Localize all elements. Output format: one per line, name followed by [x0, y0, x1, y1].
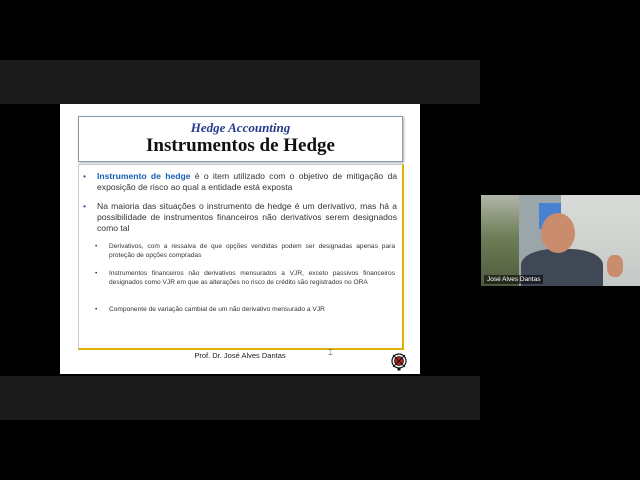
bullet-dot-icon: •: [83, 201, 87, 211]
participant-name-label: José Alves Dantas: [484, 275, 543, 284]
corinthians-logo-icon: [390, 352, 408, 372]
sub-bullet-1: [95, 242, 395, 260]
sub-bullet-dot-icon: •: [95, 270, 98, 277]
sub-bullet-1-text: Derivativos, com a ressalva de que opções vendidas podem ser designadas apenas para proteção de opções compradas: [109, 243, 395, 259]
slide-footer: Prof. Dr. José Alves Dantas: [194, 351, 286, 360]
sub-bullet-3: [95, 305, 395, 314]
sub-bullet-dot-icon: •: [95, 306, 98, 313]
sub-bullet-dot-icon: •: [95, 243, 98, 250]
slide-title-box: [78, 116, 403, 162]
letterbox-top: [0, 60, 480, 104]
participant-head: [541, 213, 575, 253]
participant-video-tile[interactable]: [481, 195, 640, 286]
slide-subtitle: Hedge Accounting: [190, 120, 291, 135]
mouse-cursor-icon: ⌶: [328, 348, 333, 357]
bullet-1: [83, 171, 397, 193]
bullet-1-highlight: Instrumento de hedge: [97, 171, 191, 181]
bullet-dot-icon: •: [83, 171, 87, 181]
bullet-2: [83, 201, 397, 234]
sub-bullet-2: [95, 269, 395, 287]
bullet-2-text: Na maioria das situações o instrumento de hedge é um derivativo, mas há a possibilidade de instrumentos financeiros não derivativos serem designados como tal: [97, 201, 397, 233]
sub-bullet-3-text: Componente de variação cambial de um não derivativo mensurado a VJR: [109, 306, 325, 313]
shared-slide: [60, 104, 420, 374]
bullet-1-text: é o item utilizado com o objetivo de mitigação da exposição de risco ao qual a entidade está exposta: [97, 171, 397, 192]
slide-title: Instrumentos de Hedge: [146, 135, 335, 156]
letterbox-bottom: [0, 376, 480, 420]
slide-content: [78, 164, 404, 350]
video-background-plants: [481, 195, 519, 286]
participant-hand: [607, 255, 623, 277]
sub-bullet-2-text: Instrumentos financeiros não derivativos mensurados a VJR, exceto passivos financeiros designados como VJR em que as alterações no risco de crédito são registrados no ORA: [109, 270, 395, 286]
